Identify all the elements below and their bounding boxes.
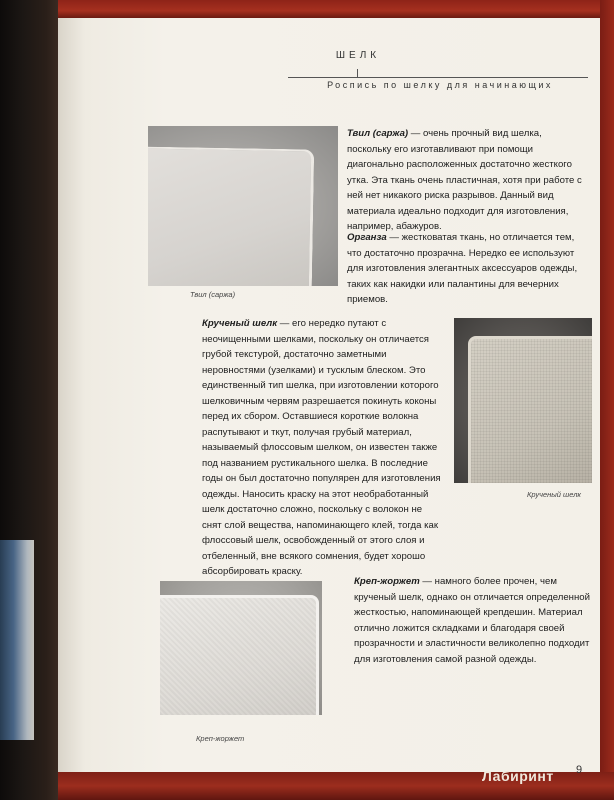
twill-fabric-photo <box>148 126 338 286</box>
crepe-term: Креп-жоржет <box>354 576 420 587</box>
raw-silk-term: Крученый шелк <box>202 318 278 329</box>
book-cover-top <box>58 0 614 18</box>
page-number: 9 <box>576 764 583 776</box>
twill-photo-caption: Твил (саржа) <box>190 290 236 299</box>
twill-paragraph <box>347 126 587 235</box>
crepe-photo-caption: Креп-жоржет <box>196 734 245 743</box>
previous-page-edge <box>0 540 34 740</box>
running-header-subtitle: Роспись по шелку для начинающих <box>327 80 553 90</box>
book-cover-right <box>600 0 614 800</box>
header-divider-tick <box>357 69 358 77</box>
crepe-description: — намного более прочен, чем крученый шелк, однако он отличается определенной жесткостью, напоминающей крепдешин. Материал отлично ложится складками и благодаря своей прозрачности и эластичности великолепно подходит для изготовления самой разной одежды. <box>354 576 590 665</box>
watermark-logo: Лабиринт <box>482 768 554 784</box>
crepe-fabric-photo <box>160 581 322 715</box>
organza-paragraph <box>347 230 587 308</box>
raw-silk-photo-caption: Крученый шелк <box>527 490 581 499</box>
twill-description: — очень прочный вид шелка, поскольку его изготавливают при помощи диагонально расположенных достаточно жесткого утка. Эта ткань очень пластичная, хотя при работе с ней нет никакого риска разрывов. Данный вид материала идеально подходит для изготовления, например, абажуров. <box>347 128 582 232</box>
header-rule <box>288 77 588 78</box>
running-header-title: ШЕЛК <box>335 50 381 61</box>
raw-silk-description: — его нередко путают с неочищенными шелками, поскольку он отличается грубой текстурой, достаточно заметными неровностями (узелками) и тусклым блеском. Это единственный тип шелка, при изготовлении которого шелковичным червям разрешается покинуть коконы перед их сбором. Оставшиеся короткие волокна распутывают и ткут, получая грубый материал, называемый флоссовым шелком, он известен также под названием рустикального шелка. В последние годы он был достаточно популярен для изготовления одежды. Наносить краску на этот необработанный шелк достаточно сложно, поскольку с волокон не снят слой вещества, напоминающего клей, тогда как флоссовый шелк, освобожденный от этого слоя и отбеленный, вне всякого сомнения, будет хорошо абсорбировать краску. <box>202 318 441 577</box>
twill-term: Твил (саржа) <box>347 128 409 139</box>
raw-silk-fabric-photo <box>454 318 592 483</box>
raw-silk-paragraph <box>202 316 444 580</box>
organza-description: — жестковатая ткань, но отличается тем, что достаточно прозрачна. Нередко ее используют для изготовления элегантных аксессуаров одежды, таких как накидки или палантины для вечерних приемов. <box>347 232 578 305</box>
organza-term: Органза <box>347 232 387 243</box>
crepe-paragraph <box>354 574 594 667</box>
